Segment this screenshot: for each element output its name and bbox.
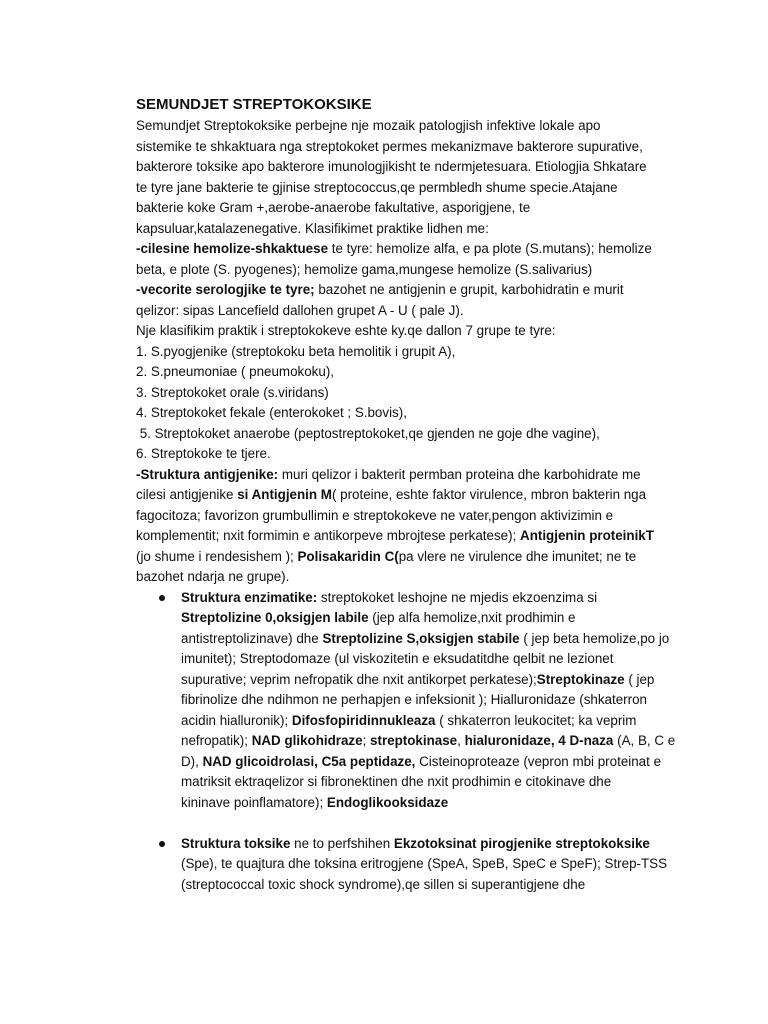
toxic-text: (Spe), te quajtura dhe toksina eritrogjene (SpeA, SpeB, SpeC e SpeF); Strep-TSS [181, 856, 668, 871]
enzymatic-text: (A, B, C e [613, 733, 676, 748]
antigenic-text: (jo shume i rendesishem ); [136, 548, 298, 564]
enzymatic-text: acidin hialluronik); [181, 712, 292, 728]
toxic-text: ne to perfshihen [290, 835, 394, 851]
enzymatic-text: nefropatik); [181, 733, 252, 748]
enzymatic-text: streptokoket leshojne ne mjedis ekzoenzima si [317, 589, 598, 605]
bullet-toxic [136, 834, 684, 896]
enzymatic-text: imunitet); Streptodomaze (ul viskozitetin e eksudatitdhe qelbit ne lezionet [181, 651, 614, 666]
antigen-t-term: Antigjenin proteinikT [520, 528, 654, 543]
document-page [136, 94, 684, 895]
hemolysis-text: beta, e plote (S. pyogenes); hemolize gama,mungese hemolize (S.salivarius) [136, 261, 593, 277]
exotoxin-term: Ekzotoksinat pirogjenike streptokoksike [393, 835, 650, 851]
list-spacer [136, 813, 684, 834]
polysaccharide-c-term: Polisakaridin C( [297, 548, 399, 564]
enzymatic-text: ( jep beta hemolize,po jo [519, 630, 670, 646]
antigenic-text: komplementit; nxit formimin e antikorpeve mbrojtese perkatese); [136, 528, 521, 543]
endoglycosidase-term: Endoglikooksidaze [326, 794, 449, 810]
bullet-icon [159, 841, 165, 847]
enzymatic-text: fibrinolize dhe ndihmon ne perhapjen e infeksionit ); Hialluronidaze (shkaterron [181, 692, 647, 707]
serology-text: qelizor: sipas Lancefield dallohen grupet A - U ( pale J). [136, 302, 464, 318]
serology-text: bazohet ne antigjenin e grupit, karbohidratin e murit [314, 282, 624, 297]
streptokinase-term: Streptokinaze [536, 671, 625, 687]
intro-line: bakterore toksike apo bakterore imunologjikisht te ndermjetesuara. Etiologjia Shkatare [136, 159, 647, 174]
antigenic-text: ( proteine, eshte faktor virulence, mbron bakterin nga [331, 487, 647, 502]
enzymatic-text: Cisteinoproteaze (vepron mbi proteinat e [415, 753, 662, 769]
hemolysis-paragraph [136, 239, 684, 280]
toxic-text: (streptococcal toxic shock syndrome),qe sillen si superantigjene dhe [181, 876, 586, 892]
bullet-list [136, 588, 684, 896]
hemolysis-text: te tyre: hemolize alfa, e pa plote (S.mutans); hemolize [328, 241, 652, 256]
enzymatic-label: Struktura enzimatike: [181, 589, 318, 605]
enzymatic-text: (jep alfa hemolize,nxit prodhimin e [368, 610, 576, 625]
classification-intro: Nje klasifikim praktik i streptokokeve eshte ky.qe dallon 7 grupe te tyre: [136, 323, 556, 338]
enzymatic-text: , [457, 733, 465, 748]
serology-label: -vecorite serologjike te tyre; [136, 282, 315, 297]
intro-line: sistemike te shkaktuara nga streptokoket permes mekanizmave bakterore supurative, [136, 138, 643, 154]
hyaluronidase-term: hialuronidaze, 4 D-naza [464, 733, 614, 748]
group-item: 6. Streptokoke te tjere. [136, 446, 271, 461]
antigenic-label: -Struktura antigjenike: [136, 466, 279, 482]
groups-list [136, 342, 684, 465]
intro-line: te tyre jane bakterie te gjinise streptococcus,qe permbledh shume specie.Atajane [136, 179, 618, 195]
streptolysin-s-term: Streptolizine S,oksigjen stabile [322, 630, 520, 646]
nad-term: NAD glikohidraze [251, 733, 363, 748]
antigenic-text: muri qelizor i bakterit permban proteina dhe karbohidrate me [278, 466, 641, 482]
antigenic-text: cilesi antigjenike [136, 487, 238, 502]
group-item: 3. Streptokoket orale (s.viridans) [136, 384, 329, 400]
enzymatic-text: antistreptolizinave) dhe [181, 630, 323, 646]
streptokinase-term: streptokinase [370, 733, 458, 748]
intro-line: Semundjet Streptokoksike perbejne nje mozaik patologjish infektive lokale apo [136, 118, 601, 133]
intro-line: bakterie koke Gram +,aerobe-anaerobe fakultative, asporigjene, te [136, 200, 531, 215]
antigenic-paragraph [136, 465, 684, 588]
bullet-enzymatic [136, 588, 684, 814]
intro-paragraph [136, 116, 684, 239]
enzymatic-text: supurative; veprim nefropatik dhe nxit antikorpet perkatese); [181, 671, 537, 687]
antigen-m-term: si Antigjenin M [237, 487, 332, 502]
group-item: 5. Streptokoket anaerobe (peptostreptokoket,qe gjenden ne goje dhe vagine), [136, 425, 600, 441]
antigenic-text: bazohet ndarja ne grupe). [136, 569, 290, 584]
serology-paragraph [136, 280, 684, 321]
hemolysis-label: -cilesine hemolize-shkaktuese [136, 241, 329, 256]
antigenic-text: fagocitoza; favorizon grumbullimin e streptokokeve ne vater,pengon aktivizimin e [136, 507, 614, 523]
group-item: 2. S.pneumoniae ( pneumokoku), [136, 364, 335, 379]
intro-line: kapsuluar,katalazenegative. Klasifikimet praktike lidhen me: [136, 220, 489, 236]
dpn-ase-term: Difosfopiridinnukleaza [291, 712, 436, 728]
group-item: 4. Streptokoket fekale (enterokoket ; S.bovis), [136, 405, 407, 420]
toxic-label: Struktura toksike [181, 835, 291, 851]
nad-c5a-term: NAD glicoidrolasi, C5a peptidaze, [202, 753, 416, 769]
enzymatic-text: matriksit ektraqelizor si fibronektinen dhe nxit prodhimin e citokinave dhe [181, 774, 612, 789]
group-item: 1. S.pyogjenike (streptokoku beta hemolitik i grupit A), [136, 343, 456, 359]
antigenic-text: pa vlere ne virulence dhe imunitet; ne te [398, 548, 637, 564]
bullet-icon [159, 595, 165, 601]
streptolysin-o-term: Streptolizine 0,oksigjen labile [181, 610, 369, 625]
document-title: SEMUNDJET STREPTOKOKSIKE [136, 96, 372, 113]
enzymatic-text: kininave poinflamatore); [181, 794, 327, 810]
enzymatic-text: ; [362, 733, 371, 748]
enzymatic-text: D), [181, 753, 203, 769]
enzymatic-text: ( jep [624, 671, 655, 687]
enzymatic-text: ( shkaterron leukocitet; ka veprim [435, 712, 637, 728]
